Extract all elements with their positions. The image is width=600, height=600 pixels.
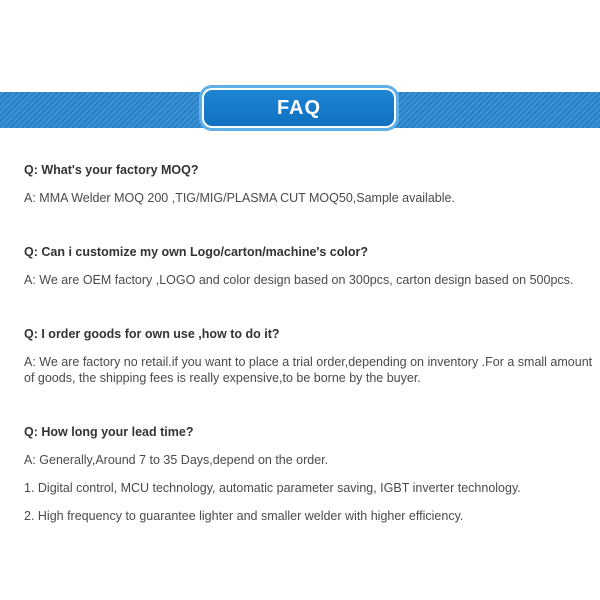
question-customize: Q: Can i customize my own Logo/carton/machine's color?	[24, 245, 368, 259]
answer-customize: A: We are OEM factory ,LOGO and color design based on 300pcs, carton design based on 500pcs.	[24, 273, 574, 287]
question-moq: Q: What's your factory MOQ?	[24, 163, 199, 177]
question-lead-time: Q: How long your lead time?	[24, 425, 194, 439]
answer-lead-time: A: Generally,Around 7 to 35 Days,depend on the order.	[24, 453, 329, 467]
faq-list	[24, 162, 594, 524]
answer-own-use: A: We are factory no retail.if you want to place a trial order,depending on inventory .For a small amount of goods, the shipping fees is really expensive,to be borne by the buyer.	[24, 355, 593, 385]
feature-point-1: 1. Digital control, MCU technology, automatic parameter saving, IGBT inverter technology.	[24, 481, 521, 495]
feature-point-2: 2. High frequency to guarantee lighter and smaller welder with higher efficiency.	[24, 509, 464, 523]
faq-title: FAQ	[276, 97, 322, 119]
question-own-use: Q: I order goods for own use ,how to do it?	[24, 327, 280, 341]
answer-moq: A: MMA Welder MOQ 200 ,TIG/MIG/PLASMA CUT MOQ50,Sample available.	[24, 191, 455, 205]
